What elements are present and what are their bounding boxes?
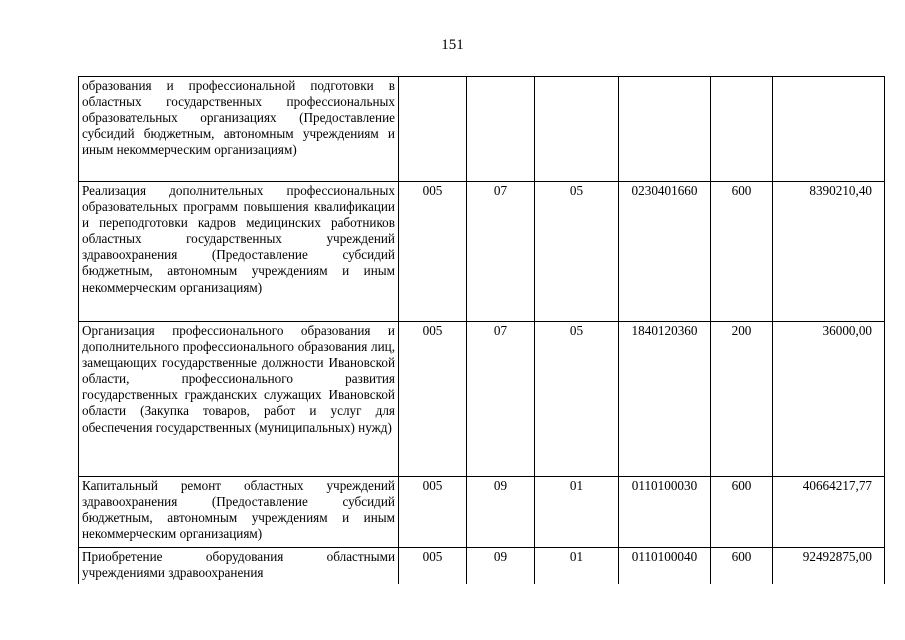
page-number: 151: [441, 37, 464, 53]
amount: 92492875,00: [773, 548, 885, 584]
expense-type-code: 200: [711, 322, 773, 477]
row-name-cell: [79, 477, 399, 548]
subsection-code: [535, 77, 619, 182]
ministry-code: 005: [399, 322, 467, 477]
row-name: Организация профессионального образования и дополнительного профессионального образования лиц, замещающих государственные должности Ивановской области, профессионального развития государственных гражданских служащих Ивановской области (Закупка товаров, работ и услуг для обеспечения государственных (муниципальных) нужд): [82, 323, 395, 435]
ministry-code: 005: [399, 477, 467, 548]
ministry-code: 005: [399, 548, 467, 584]
table-row: [79, 322, 885, 477]
budget-table: [78, 76, 885, 584]
table-row: [79, 77, 885, 182]
section-code: [467, 77, 535, 182]
row-name: образования и профессиональной подготовки в областных государственных профессиональных образовательных организациях (Предоставление субсидий бюджетным, автономным учреждениям и иным некоммерческим организациям): [82, 78, 395, 158]
target-code: 0110100040: [619, 548, 711, 584]
amount: 36000,00: [773, 322, 885, 477]
ministry-code: [399, 77, 467, 182]
table-row: [79, 548, 885, 584]
amount: [773, 77, 885, 182]
table-row: [79, 182, 885, 322]
expense-type-code: 600: [711, 548, 773, 584]
expense-type-code: 600: [711, 477, 773, 548]
row-name-cell: [79, 322, 399, 477]
target-code: [619, 77, 711, 182]
section-code: 07: [467, 322, 535, 477]
section-code: 09: [467, 548, 535, 584]
row-name-cell: [79, 77, 399, 182]
subsection-code: 01: [535, 548, 619, 584]
row-name: Реализация дополнительных профессиональных образовательных программ повышения квалификации и переподготовки кадров медицинских работников областных государственных учреждений здравоохранения (Предоставление субсидий бюджетным, автономным учреждениям и иным некоммерческим организациям): [82, 183, 395, 295]
expense-type-code: [711, 77, 773, 182]
table-row: [79, 477, 885, 548]
row-name-cell: [79, 182, 399, 322]
amount: 40664217,77: [773, 477, 885, 548]
expense-type-code: 600: [711, 182, 773, 322]
row-name: Капитальный ремонт областных учреждений здравоохранения (Предоставление субсидий бюджетным, автономным учреждениям и иным некоммерческим организациям): [82, 478, 395, 542]
section-code: 09: [467, 477, 535, 548]
target-code: 1840120360: [619, 322, 711, 477]
subsection-code: 01: [535, 477, 619, 548]
subsection-code: 05: [535, 182, 619, 322]
section-code: 07: [467, 182, 535, 322]
target-code: 0110100030: [619, 477, 711, 548]
target-code: 0230401660: [619, 182, 711, 322]
subsection-code: 05: [535, 322, 619, 477]
amount: 8390210,40: [773, 182, 885, 322]
ministry-code: 005: [399, 182, 467, 322]
row-name-cell: [79, 548, 399, 584]
row-name: Приобретение оборудования областными учреждениями здравоохранения: [82, 549, 395, 581]
